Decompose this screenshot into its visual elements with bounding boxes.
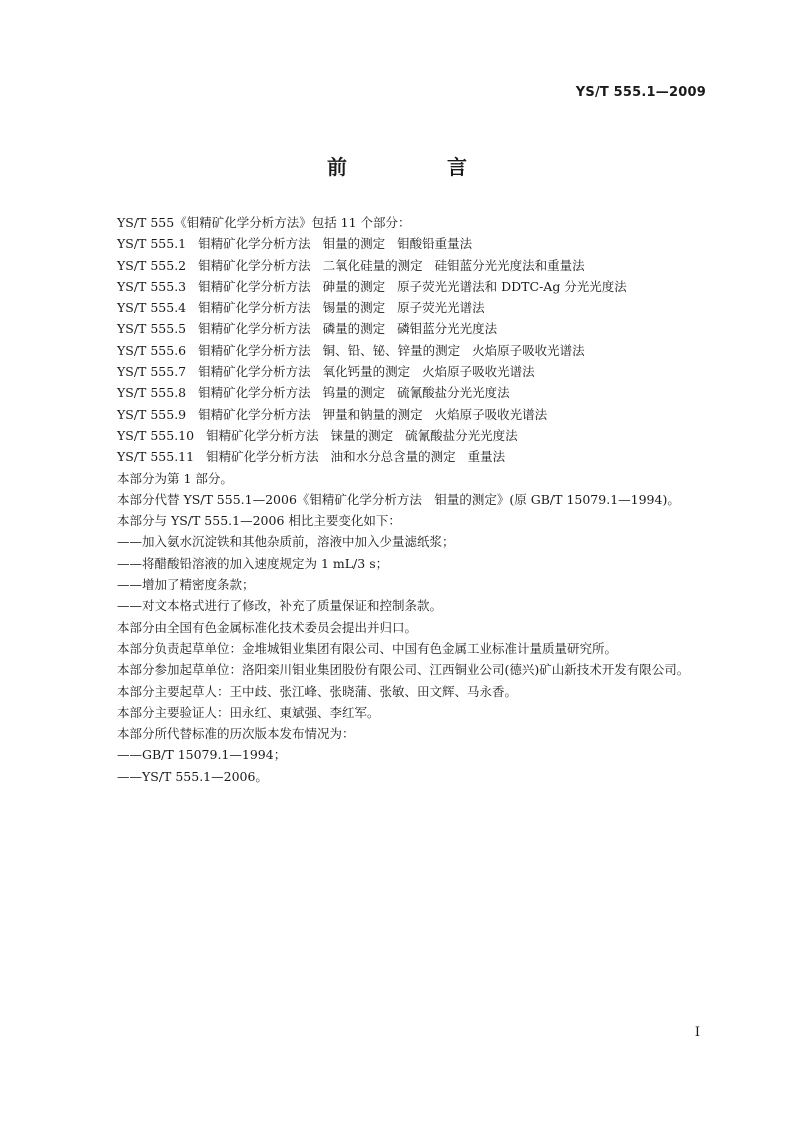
history-intro: 本部分所代替标准的历次版本发布情况为： (117, 726, 355, 742)
change-item: ——加入氨水沉淀铁和其他杂质前，溶液中加入少量滤纸浆； (117, 534, 455, 550)
part-code: YS/T 555.1 (117, 236, 187, 252)
part-item: 铼量的测定 (330, 427, 394, 443)
part-list-item (88, 276, 710, 297)
standard-code: YS/T 555.1—2009 (575, 85, 706, 100)
part-item: 油和水分总含量的测定 (330, 449, 456, 465)
part-method: 钼酸铅重量法 (397, 236, 473, 252)
drafting-unit-paragraph: 本部分负责起草单位：金堆城钼业集团有限公司、中国有色金属工业标准计量质量研究所。 (117, 640, 618, 656)
part-code: YS/T 555.10 (117, 427, 195, 443)
part-code: YS/T 555.3 (117, 278, 187, 294)
change-item: ——对文本格式进行了修改，补充了质量保证和控制条款。 (117, 598, 443, 614)
verifiers-paragraph: 本部分主要验证人：田永红、東斌强、李红军。 (117, 704, 380, 720)
part-code: YS/T 555.9 (117, 406, 187, 422)
part-method: 火焰原子吸收光谱法 (434, 406, 548, 422)
replaces-paragraph: 本部分代替 YS/T 555.1—2006《钼精矿化学分析方法 钼量的测定》(原 GB/T 15079.1—1994)。 (117, 491, 680, 507)
part-item: 二氧化硅量的测定 (322, 257, 423, 273)
page-number: I (694, 1025, 700, 1040)
part-list-item (88, 404, 710, 425)
part-series: 钼精矿化学分析方法 (198, 406, 311, 422)
part-series: 钼精矿化学分析方法 (206, 449, 319, 465)
part-series: 钼精矿化学分析方法 (198, 342, 311, 358)
part-series: 钼精矿化学分析方法 (198, 321, 311, 337)
part-code: YS/T 555.2 (117, 257, 187, 273)
change-item: ——增加了精密度条款； (117, 577, 255, 593)
part-series: 钼精矿化学分析方法 (198, 385, 311, 401)
part-code: YS/T 555.11 (117, 449, 195, 465)
part-list-item (88, 233, 710, 254)
part-code: YS/T 555.6 (117, 342, 187, 358)
part-code: YS/T 555.7 (117, 364, 187, 380)
part-item: 铜、铅、铋、锌量的测定 (322, 342, 461, 358)
part-number-paragraph: 本部分为第 1 部分。 (117, 470, 233, 486)
part-method: 原子荧光光谱法 (397, 300, 485, 316)
part-method: 硫氰酸盐分光光度法 (397, 385, 510, 401)
parts-list (88, 233, 710, 467)
part-method: 火焰原子吸收光谱法 (422, 364, 535, 380)
part-list-item (88, 425, 710, 446)
part-method: 硅钼蓝分光光度法和重量法 (434, 257, 585, 273)
part-code: YS/T 555.5 (117, 321, 187, 337)
history-item: ——YS/T 555.1—2006。 (117, 768, 268, 784)
history-item: ——GB/T 15079.1—1994； (117, 747, 287, 763)
part-list-item (88, 361, 710, 382)
part-list-item (88, 318, 710, 339)
page-title: 前 言 (327, 155, 507, 179)
part-method: 原子荧光光谱法和 DDTC-Ag 分光光度法 (397, 278, 627, 294)
part-item: 砷量的测定 (322, 278, 386, 294)
part-item: 锡量的测定 (322, 300, 386, 316)
part-series: 钼精矿化学分析方法 (198, 364, 311, 380)
part-series: 钼精矿化学分析方法 (198, 300, 311, 316)
part-item: 钨量的测定 (322, 385, 386, 401)
part-item: 钾量和钠量的测定 (322, 406, 423, 422)
part-list-item (88, 446, 710, 467)
part-method: 硫氰酸盐分光光度法 (405, 427, 518, 443)
part-method: 磷钼蓝分光光度法 (397, 321, 498, 337)
part-item: 磷量的测定 (322, 321, 386, 337)
participating-unit-paragraph: 本部分参加起草单位：洛阳栾川钼业集团股份有限公司、江西铜业公司(德兴)矿山新技术开发有限公司。 (117, 662, 690, 678)
changes-intro: 本部分与 YS/T 555.1—2006 相比主要变化如下： (117, 513, 401, 529)
part-item: 钼量的测定 (322, 236, 386, 252)
part-method: 火焰原子吸收光谱法 (472, 342, 585, 358)
part-series: 钼精矿化学分析方法 (206, 427, 319, 443)
body-text (88, 212, 710, 787)
part-series: 钼精矿化学分析方法 (198, 236, 311, 252)
part-list-item (88, 297, 710, 318)
part-list-item (88, 255, 710, 276)
part-code: YS/T 555.8 (117, 385, 187, 401)
change-item: ——将醋酸铅溶液的加入速度规定为 1 mL/3 s； (117, 555, 389, 571)
part-code: YS/T 555.4 (117, 300, 187, 316)
drafters-paragraph: 本部分主要起草人：王中歧、张江峰、张晓蒲、张敏、田文辉、马永香。 (117, 683, 518, 699)
part-item: 氧化钙量的测定 (322, 364, 411, 380)
part-list-item (88, 382, 710, 403)
part-series: 钼精矿化学分析方法 (198, 257, 311, 273)
part-series: 钼精矿化学分析方法 (198, 278, 311, 294)
part-list-item (88, 340, 710, 361)
proposed-by-paragraph: 本部分由全国有色金属标准化技术委员会提出并归口。 (117, 619, 418, 635)
part-method: 重量法 (467, 449, 506, 465)
parts-intro: YS/T 555《钼精矿化学分析方法》包括 11 个部分： (117, 215, 411, 230)
